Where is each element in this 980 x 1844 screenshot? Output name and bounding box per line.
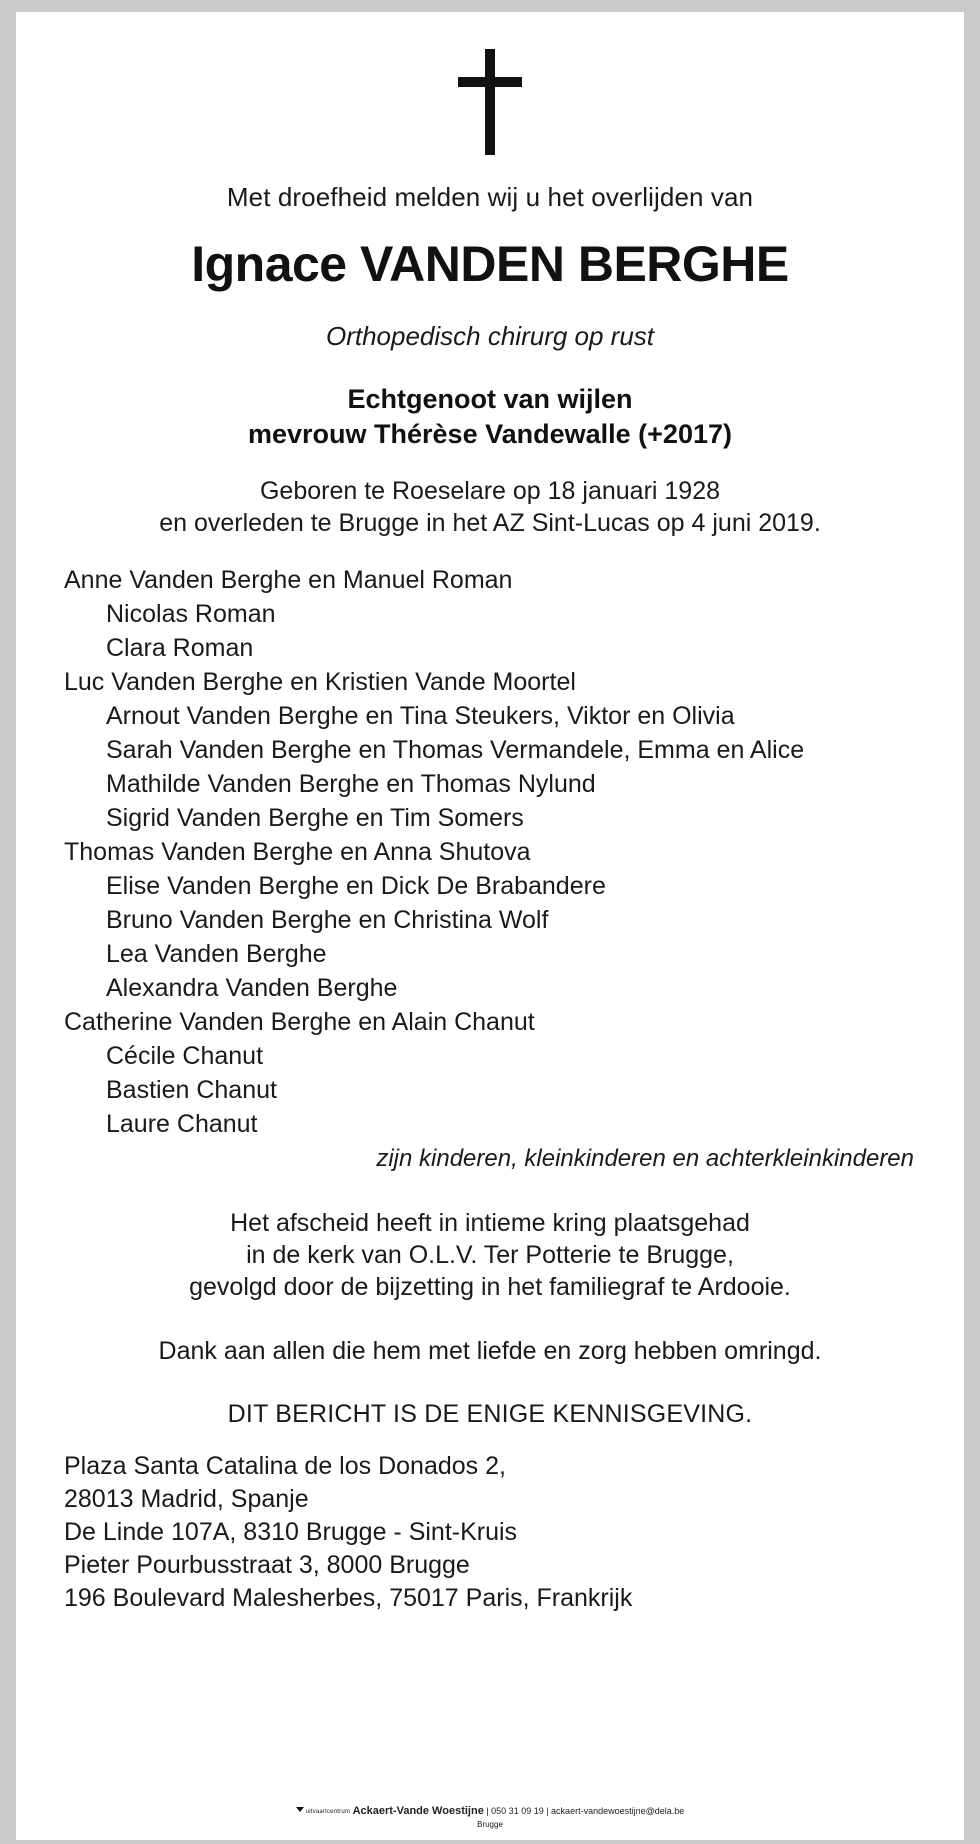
logo-mark-icon bbox=[296, 1807, 304, 1812]
footer-city: Brugge bbox=[477, 1819, 503, 1829]
family-line-child: Anne Vanden Berghe en Manuel Roman bbox=[64, 566, 513, 595]
family-line-grandchild: Laure Chanut bbox=[106, 1110, 258, 1139]
family-line-grandchild: Clara Roman bbox=[106, 634, 254, 663]
family-line-grandchild: Bruno Vanden Berghe en Christina Wolf bbox=[106, 906, 549, 935]
farewell-block bbox=[64, 1207, 916, 1303]
profession-text: Orthopedisch chirurg op rust bbox=[325, 321, 655, 351]
dates-block bbox=[64, 475, 916, 539]
spouse-line-2: mevrouw Thérèse Vandewalle (+2017) bbox=[248, 418, 732, 449]
address-list bbox=[64, 1451, 916, 1614]
family-line-grandchild: Mathilde Vanden Berghe en Thomas Nylund bbox=[106, 770, 596, 799]
spouse-line-1: Echtgenoot van wijlen bbox=[347, 384, 633, 414]
thanks-text: Dank aan allen die hem met liefde en zorg hebben omringd. bbox=[158, 1337, 822, 1366]
birth-line: Geboren te Roeselare op 18 januari 1928 bbox=[259, 477, 721, 506]
deceased-first-name: Ignace bbox=[191, 236, 347, 292]
family-line-grandchild: Nicolas Roman bbox=[106, 600, 276, 629]
family-line-grandchild: Lea Vanden Berghe bbox=[106, 940, 327, 969]
notice-text: DIT BERICHT IS DE ENIGE KENNISGEVING. bbox=[227, 1400, 753, 1429]
cross-symbol-container bbox=[64, 42, 916, 162]
latin-cross-icon bbox=[458, 49, 522, 155]
deceased-name bbox=[64, 235, 916, 293]
card-content bbox=[16, 12, 964, 1614]
farewell-line-2: in de kerk van O.L.V. Ter Potterie te Brugge, bbox=[246, 1241, 734, 1270]
address-line: De Linde 107A, 8310 Brugge - Sint-Kruis bbox=[64, 1518, 518, 1547]
footer-main-row bbox=[16, 1805, 964, 1819]
farewell-line-1: Het afscheid heeft in intieme kring plaatsgehad bbox=[230, 1209, 750, 1238]
family-line-grandchild: Sarah Vanden Berghe en Thomas Vermandele, Emma en Alice bbox=[106, 736, 805, 765]
footer-brand: Ackaert-Vande Woestijne bbox=[352, 1805, 484, 1817]
address-line: 196 Boulevard Malesherbes, 75017 Paris, Frankrijk bbox=[64, 1584, 633, 1613]
memorial-card bbox=[16, 12, 964, 1802]
family-line-grandchild: Elise Vanden Berghe en Dick De Brabandere bbox=[106, 872, 606, 901]
descendants-caption: zijn kinderen, kleinkinderen en achterkleinkinderen bbox=[376, 1145, 914, 1173]
family-line-child: Thomas Vanden Berghe en Anna Shutova bbox=[64, 838, 531, 867]
funeral-home-footer bbox=[16, 1802, 964, 1840]
spouse-block bbox=[64, 382, 916, 451]
family-line-grandchild: Cécile Chanut bbox=[106, 1042, 264, 1071]
family-line-grandchild: Bastien Chanut bbox=[106, 1076, 277, 1105]
family-line-grandchild: Alexandra Vanden Berghe bbox=[106, 974, 398, 1003]
death-line: en overleden te Brugge in het AZ Sint-Lucas op 4 juni 2019. bbox=[159, 509, 821, 538]
footer-contact: | 050 31 09 19 | ackaert-vandewoestijne@dela.be bbox=[486, 1806, 685, 1816]
footer-prefix: uitvaartcentrum bbox=[305, 1809, 351, 1815]
address-line: Pieter Pourbusstraat 3, 8000 Brugge bbox=[64, 1551, 470, 1580]
family-line-grandchild: Sigrid Vanden Berghe en Tim Somers bbox=[106, 804, 524, 833]
family-list bbox=[64, 565, 916, 1139]
family-line-grandchild: Arnout Vanden Berghe en Tina Steukers, Viktor en Olivia bbox=[106, 702, 735, 731]
announcement-text: Met droefheid melden wij u het overlijden van bbox=[226, 182, 754, 212]
address-line: 28013 Madrid, Spanje bbox=[64, 1485, 309, 1514]
deceased-last-name: VANDEN BERGHE bbox=[360, 236, 789, 292]
farewell-line-3: gevolgd door de bijzetting in het familiegraf te Ardooie. bbox=[189, 1273, 791, 1302]
family-line-child: Luc Vanden Berghe en Kristien Vande Moortel bbox=[64, 668, 576, 697]
address-line: Plaza Santa Catalina de los Donados 2, bbox=[64, 1452, 506, 1481]
family-line-child: Catherine Vanden Berghe en Alain Chanut bbox=[64, 1008, 535, 1037]
